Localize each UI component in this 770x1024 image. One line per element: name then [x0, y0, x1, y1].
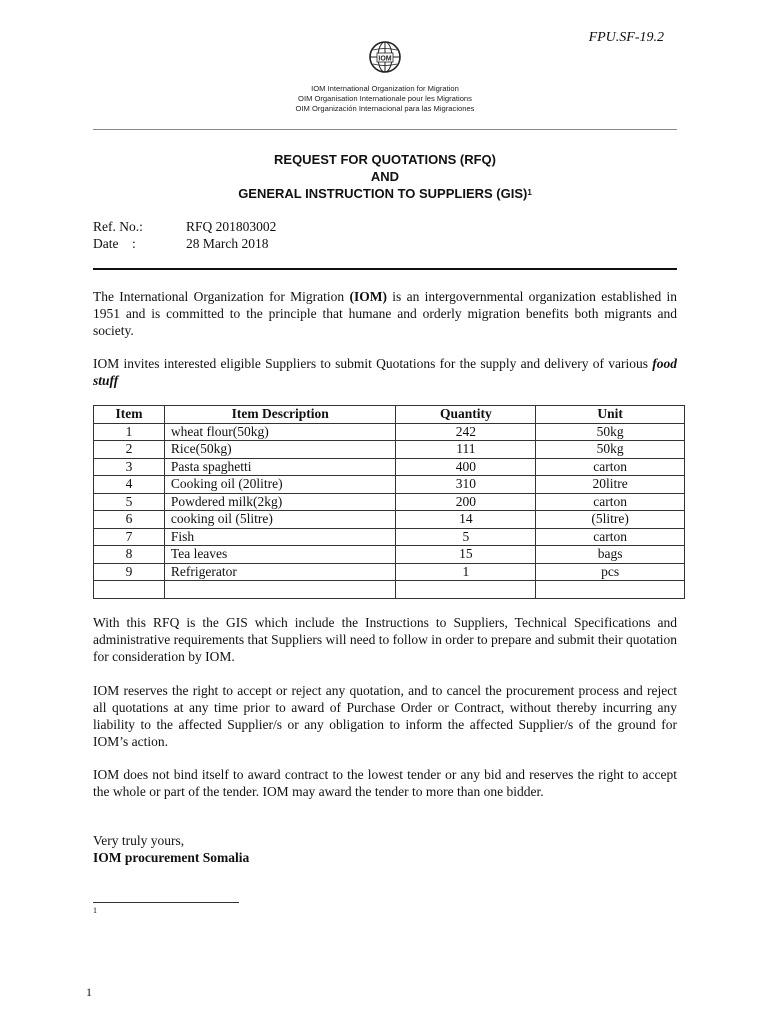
svg-text:IOM: IOM: [378, 55, 392, 63]
table-row: 2 Rice(50kg) 111 50kg: [94, 441, 685, 459]
table-row: 1 wheat flour(50kg) 242 50kg: [94, 423, 685, 441]
items-table: [93, 405, 685, 599]
document-title: [93, 151, 677, 202]
footnote-divider: [93, 902, 239, 903]
goods-category: food stuff: [93, 356, 677, 388]
rights-paragraph: IOM reserves the right to accept or reject any quotation, and to cancel the procurement process and reject all quotations at any time prior to award of Purchase Order or Contract, without thereby incurring any liability to the affected Supplier/s or any obligation to inform the affected Supplier/s of the ground for IOM’s action.: [93, 683, 677, 749]
table-row: 4 Cooking oil (20litre) 310 20litre: [94, 476, 685, 494]
ref-value: RFQ 201803002: [186, 219, 277, 234]
form-code: FPU.SF-19.2: [588, 30, 664, 45]
iom-logo-block: [290, 40, 480, 114]
title-line-3: GENERAL INSTRUCTION TO SUPPLIERS (GIS)$^1$: [238, 186, 532, 201]
invitation-paragraph: IOM invites interested eligible Suppliers to submit Quotations for the supply and delivery of various food stuff: [93, 356, 677, 388]
table-row-empty: [94, 581, 685, 599]
iom-globe-logo-icon: [368, 40, 402, 74]
table-row: 5 Powdered milk(2kg) 200 carton: [94, 493, 685, 511]
reference-block: [93, 218, 276, 252]
title-line-2: AND: [370, 169, 400, 184]
org-name-fr: OIM Organisation Internationale pour les Migrations: [298, 94, 472, 103]
signature-block: [93, 832, 249, 866]
table-row: 3 Pasta spaghetti 400 carton: [94, 458, 685, 476]
col-item: Item: [94, 406, 165, 424]
footnote-ref: 1: [527, 188, 532, 197]
org-name-es: OIM Organización Internacional para las Migraciones: [295, 104, 475, 113]
table-row: 9 Refrigerator 1 pcs: [94, 563, 685, 581]
award-paragraph: IOM does not bind itself to award contract to the lowest tender or any bid and reserves the right to accept the whole or part of the tender. IOM may award the tender to more than one bidder.: [93, 767, 677, 799]
table-header-row: [94, 406, 685, 424]
col-quantity: Quantity: [396, 406, 536, 424]
date-label: Date :: [93, 236, 136, 251]
org-name-en: IOM International Organization for Migration: [311, 84, 459, 93]
table-row: 7 Fish 5 carton: [94, 528, 685, 546]
salutation: Very truly yours,: [93, 833, 185, 848]
col-unit: Unit: [536, 406, 685, 424]
meta-divider: [93, 268, 677, 270]
title-line-1: REQUEST FOR QUOTATIONS (RFQ): [274, 152, 496, 167]
header-divider: [93, 129, 677, 130]
signatory: IOM procurement Somalia: [93, 850, 250, 865]
col-description: Item Description: [164, 406, 396, 424]
ref-label: Ref. No.:: [93, 219, 143, 234]
gis-paragraph: With this RFQ is the GIS which include the Instructions to Suppliers, Technical Specifications and administrative requirements that Suppliers will need to follow in order to prepare and submit their quotation for consideration by IOM.: [93, 615, 677, 664]
table-row: 8 Tea leaves 15 bags: [94, 546, 685, 564]
intro-paragraph: The International Organization for Migration (IOM) is an intergovernmental organization established in 1951 and is committed to the principle that humane and orderly migration benefits both migrants and society.: [93, 289, 677, 338]
footnote-mark: 1: [93, 906, 97, 915]
date-value: 28 March 2018: [186, 236, 269, 251]
table-row: 6 cooking oil (5litre) 14 (5litre): [94, 511, 685, 529]
page-number: 1: [86, 985, 92, 999]
